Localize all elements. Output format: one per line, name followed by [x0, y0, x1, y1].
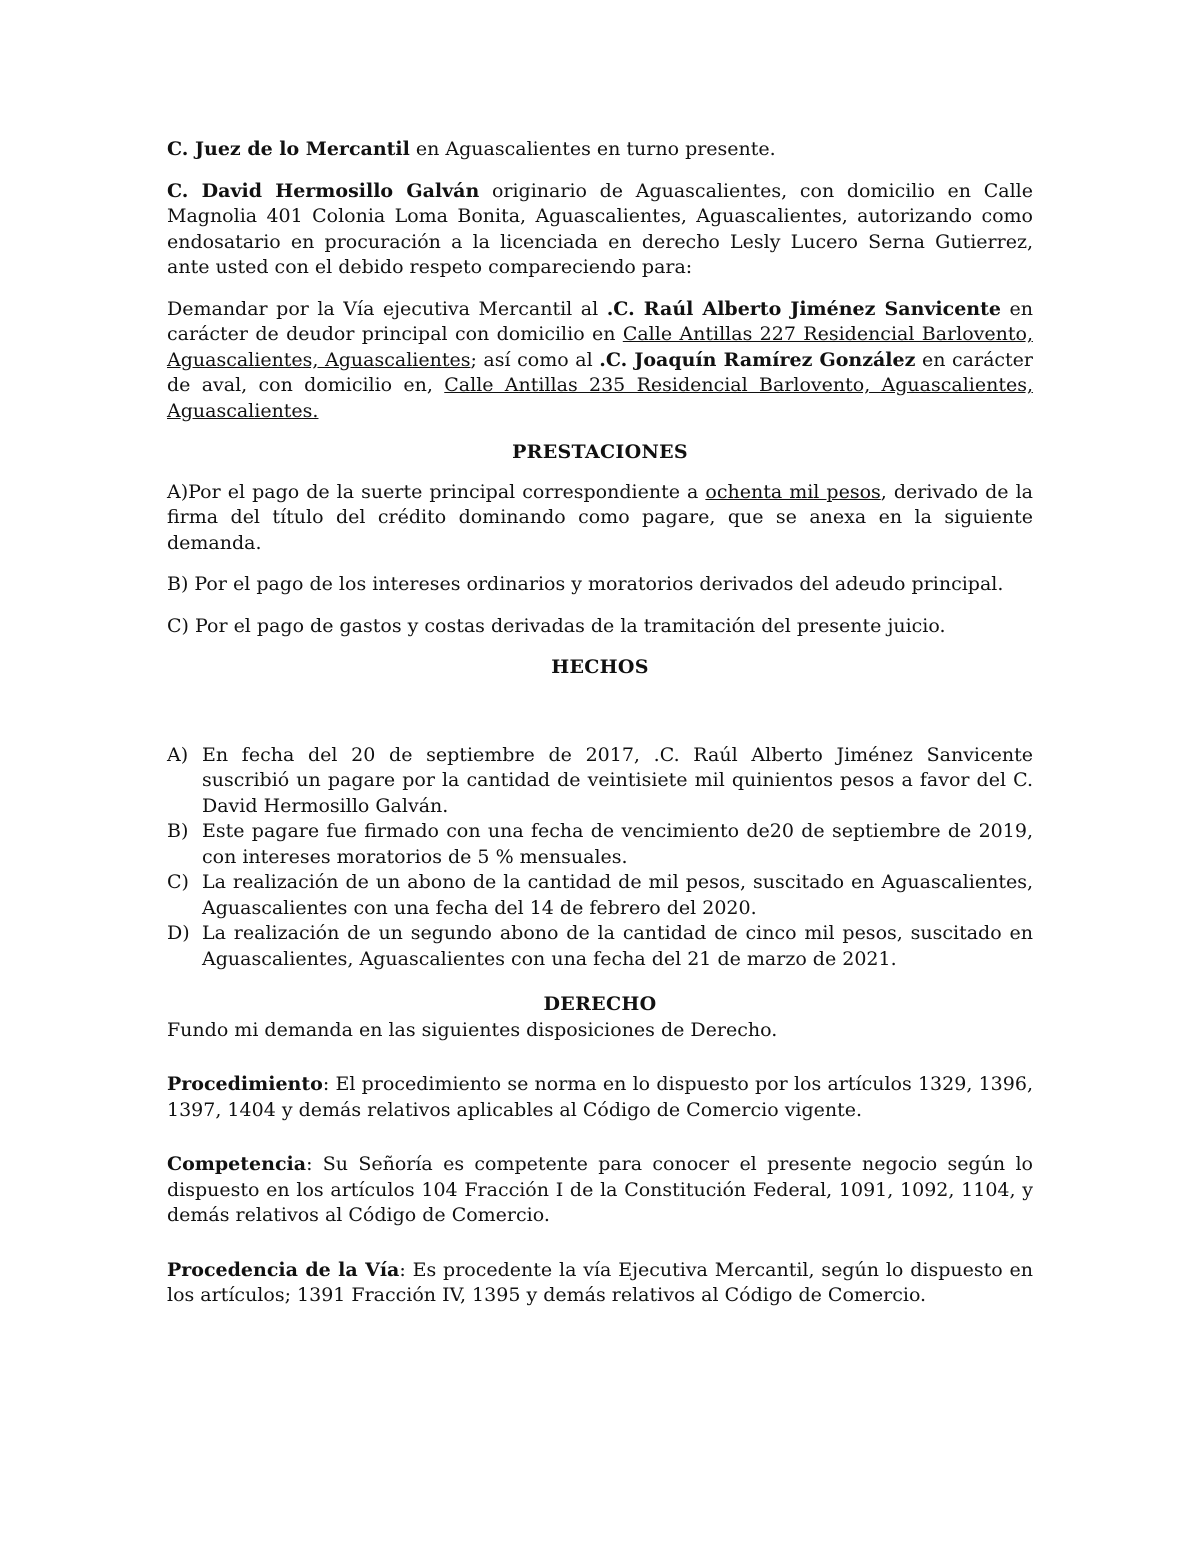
plaintiff-paragraph [167, 179, 1033, 281]
hechos-list [167, 743, 1033, 973]
hecho-marker: C) [167, 871, 189, 893]
prestacion-c: C) Por el pago de gastos y costas derivadas de la tramitación del presente juicio. [167, 614, 946, 637]
hecho-marker: D) [167, 922, 190, 944]
hecho-text: La realización de un segundo abono de la cantidad de cinco mil pesos, suscitado en Aguascalientes, Aguascalientes con una fecha del 21 de marzo de 2021. [202, 922, 1033, 970]
derecho-heading: DERECHO [543, 993, 657, 1015]
procedencia-label: Procedencia de la Vía [167, 1258, 400, 1281]
derecho-intro: Fundo mi demanda en las siguientes disposiciones de Derecho. [167, 1018, 778, 1041]
hecho-marker: A) [167, 743, 189, 766]
plaintiff-name: C. David Hermosillo Galván [167, 179, 480, 202]
demand-paragraph [167, 297, 1033, 425]
addressee-paragraph [167, 137, 1033, 163]
competencia-text: : Su Señoría es competente para conocer el presente negocio según lo dispuesto en los artículos 104 Fracción I de la Constitución Federal, 1091, 1092, 1104, y demás relativos al Código de Comercio. [167, 1153, 1033, 1226]
competencia-label: Competencia [167, 1153, 307, 1175]
guarantor-address: Calle Antillas 235 Residencial Barlovento, Aguascalientes, Aguascalientes. [167, 374, 1033, 422]
demand-text-4: en carácter de aval, con domicilio en, [167, 348, 1034, 396]
prestacion-a [167, 480, 1033, 557]
hecho-item [167, 819, 1033, 870]
document-body [167, 137, 1033, 1309]
prestaciones-heading: PRESTACIONES [512, 441, 688, 463]
procedimiento-label: Procedimiento [167, 1073, 323, 1095]
addressee-rest: en Aguascalientes en turno presente. [409, 138, 776, 160]
prestacion-a-text-1: A)Por el pago de la suerte principal correspondiente a [167, 480, 706, 503]
procedimiento-text: : El procedimiento se norma en lo dispuesto por los artículos 1329, 1396, 1397, 1404 y demás relativos aplicables al Código de Comercio vigente. [167, 1073, 1033, 1121]
procedencia-text: : Es procedente la vía Ejecutiva Mercantil, según lo dispuesto en los artículos; 1391 Fracción IV, 1395 y demás relativos al Código de Comercio. [167, 1258, 1033, 1306]
hecho-text: En fecha del 20 de septiembre de 2017, .C. Raúl Alberto Jiménez Sanvicente suscribió un pagare por la cantidad de veintisiete mil quinientos pesos a favor del C. David Hermosillo Galván. [202, 743, 1033, 817]
competencia-paragraph [167, 1152, 1033, 1229]
demand-text-2: en carácter de deudor principal con domicilio en [167, 297, 1033, 345]
addressee-judge: C. Juez de lo Mercantil [167, 138, 410, 160]
procedencia-paragraph [167, 1258, 1033, 1309]
hechos-heading: HECHOS [551, 656, 649, 678]
demand-text-3: ; así como al [470, 348, 600, 371]
demand-intro: Demandar por la Vía ejecutiva Mercantil al [167, 297, 607, 320]
guarantor-name: .C. Joaquín Ramírez González [599, 348, 916, 371]
hecho-text: Este pagare fue firmado con una fecha de vencimiento de20 de septiembre de 2019, con intereses moratorios de 5 % mensuales. [202, 820, 1033, 868]
prestacion-a-amount: ochenta mil pesos [705, 480, 881, 503]
prestacion-b: B) Por el pago de los intereses ordinarios y moratorios derivados del adeudo principal. [167, 573, 1004, 595]
hecho-marker: B) [167, 820, 189, 842]
hecho-item [167, 870, 1033, 921]
procedimiento-paragraph [167, 1072, 1033, 1123]
debtor-address: Calle Antillas 227 Residencial Barlovento, Aguascalientes, Aguascalientes [167, 323, 1033, 371]
hecho-text: La realización de un abono de la cantidad de mil pesos, suscitado en Aguascalientes, Aguascalientes con una fecha del 14 de febrero del 2020. [202, 871, 1033, 919]
debtor-name: .C. Raúl Alberto Jiménez Sanvicente [606, 297, 1001, 320]
plaintiff-details: originario de Aguascalientes, con domicilio en Calle Magnolia 401 Colonia Loma Bonita, Aguascalientes, Aguascalientes, autorizando como endosatario en procuración a la licenciada en derecho Lesly Lucero Serna Gutierrez, ante usted con el debido respeto compareciendo para: [167, 179, 1033, 278]
prestacion-a-text-2: , derivado de la firma del título del crédito dominando como pagare, que se anexa en la siguiente demanda. [167, 480, 1034, 554]
hecho-item [167, 743, 1033, 820]
hecho-item [167, 921, 1033, 972]
hechos-list-wrapper [167, 743, 1033, 973]
